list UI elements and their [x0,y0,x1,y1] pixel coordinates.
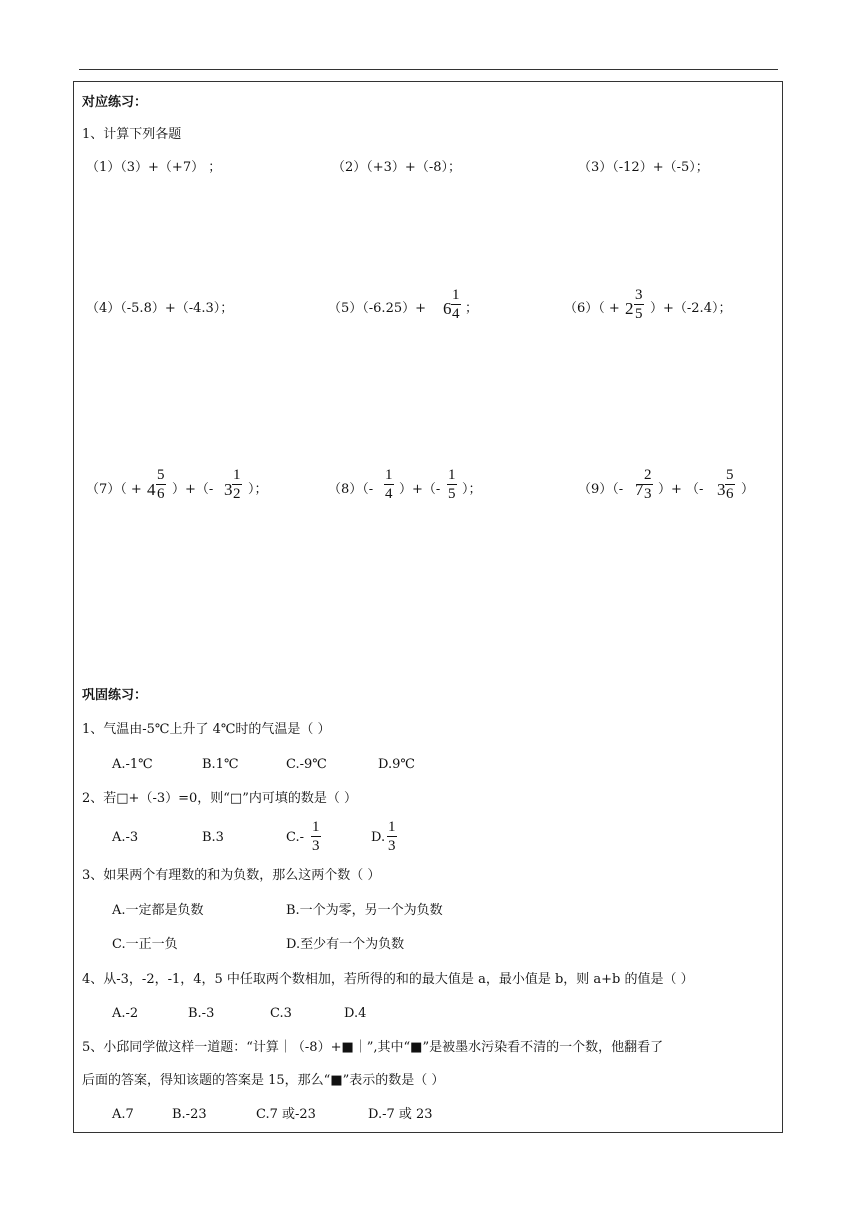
q2-option-d-fraction [387,819,397,854]
fraction-denominator: 5 [635,306,643,322]
header-rule [79,69,778,70]
q2-option-a: A.-3 [112,830,139,845]
problem-9-whole-2: 3 [717,480,726,499]
problem-5-suffix: ； [465,301,479,316]
fraction-numerator: 2 [644,467,652,483]
q3-option-d: D.至少有一个为负数 [286,937,405,952]
problem-8-prefix: （8）（- [328,482,374,497]
problem-9-fraction-1 [643,467,653,502]
problem-5-prefix: （5）（-6.25）+ [328,301,427,316]
q2-option-b: B.3 [202,830,224,845]
problem-7-fraction-2 [232,467,242,502]
problem-9-middle: ）+ （- [658,482,704,497]
q5-option-a: A.7 [112,1107,134,1122]
problem-7-fraction-1 [156,467,166,502]
q3-text: 3、如果两个有理数的和为负数，那么这两个数（ ） [82,868,381,883]
fraction-denominator: 4 [385,486,393,502]
q2-option-d-prefix: D. [371,830,386,845]
q5-text-line-2: 后面的答案，得知该题的答案是 15，那么“■”表示的数是（ ） [82,1073,445,1088]
problem-8-suffix: ）； [462,482,482,497]
problem-8-middle: ）+（- [399,482,441,497]
problem-9-whole-1: 7 [635,480,644,499]
fraction-numerator: 3 [635,287,643,303]
problem-6-suffix: ）+（-2.4）； [650,301,732,316]
problem-1: （1）（3）+（+7） ； [86,160,222,175]
section-heading-practice: 对应练习： [82,95,148,110]
fraction-numerator: 1 [312,819,320,835]
problem-9-fraction-2 [725,467,735,502]
fraction-numerator: 5 [157,467,165,483]
problem-6-whole: 2 [625,299,634,318]
q1-option-a: A.-1℃ [112,757,153,772]
q1-option-c: C.-9℃ [286,757,327,772]
fraction-numerator: 1 [385,467,393,483]
q1-option-d: D.9℃ [378,757,415,772]
fraction-numerator: 1 [448,467,456,483]
problem-6-fraction [634,287,644,322]
q2-text: 2、若□+（-3）=0，则“□”内可填的数是（ ） [82,791,357,806]
q1-text: 1、气温由-5℃上升了 4℃时的气温是（ ） [82,722,331,737]
problem-6-prefix: （6）（ + [564,301,620,316]
fraction-numerator: 1 [388,819,396,835]
fraction-denominator: 3 [644,486,652,502]
fraction-denominator: 3 [312,838,320,854]
fraction-numerator: 5 [726,467,734,483]
fraction-denominator: 6 [726,486,734,502]
q3-option-a: A.一定都是负数 [112,903,204,918]
q2-option-c-fraction [311,819,321,854]
problem-5-whole: 6 [443,299,452,318]
problem-9-suffix: ） [741,482,755,497]
q3-option-c: C.一正一负 [112,937,178,952]
q4-text: 4、从-3，-2，-1，4，5 中任取两个数相加，若所得的和的最大值是 a，最小值是 b，则 a+b 的值是（ ） [82,972,694,987]
problem-3: （3）（-12）+（-5）； [578,160,709,175]
question-1-label: 1、计算下列各题 [82,127,182,142]
q4-option-c: C.3 [270,1006,292,1021]
problem-7-whole-2: 3 [224,480,233,499]
problem-7-middle: ）+（- [172,482,214,497]
q5-option-b: B.-23 [172,1107,207,1122]
problem-7-suffix: ）； [248,482,268,497]
q4-option-d: D.4 [344,1006,367,1021]
problem-7-whole-1: 4 [147,480,156,499]
q5-option-c: C.7 或-23 [256,1107,316,1122]
problem-2: （2）（+3）+（-8）； [332,160,461,175]
fraction-denominator: 5 [448,486,456,502]
q4-option-b: B.-3 [188,1006,215,1021]
fraction-denominator: 3 [388,838,396,854]
q3-option-b: B.一个为零，另一个为负数 [286,903,443,918]
fraction-numerator: 1 [452,287,460,303]
q2-option-c-prefix: C.- [286,830,305,845]
problem-4: （4）（-5.8）+（-4.3）； [86,301,234,316]
problem-5-fraction [451,287,461,322]
fraction-denominator: 4 [452,306,460,322]
problem-8-fraction-1 [384,467,394,502]
fraction-denominator: 2 [233,486,241,502]
problem-7-prefix: （7）（ + [86,482,142,497]
q1-option-b: B.1℃ [202,757,239,772]
problem-8-fraction-2 [447,467,457,502]
problem-9-prefix: （9）（- [578,482,624,497]
fraction-numerator: 1 [233,467,241,483]
q5-option-d: D.-7 或 23 [368,1107,433,1122]
fraction-denominator: 6 [157,486,165,502]
section-heading-consolidation: 巩固练习： [82,688,148,703]
q5-text-line-1: 5、小邱同学做这样一道题：“计算｜（-8）+■｜”,其中“■”是被墨水污染看不清的一个数，他翻看了 [82,1040,664,1055]
q4-option-a: A.-2 [112,1006,139,1021]
